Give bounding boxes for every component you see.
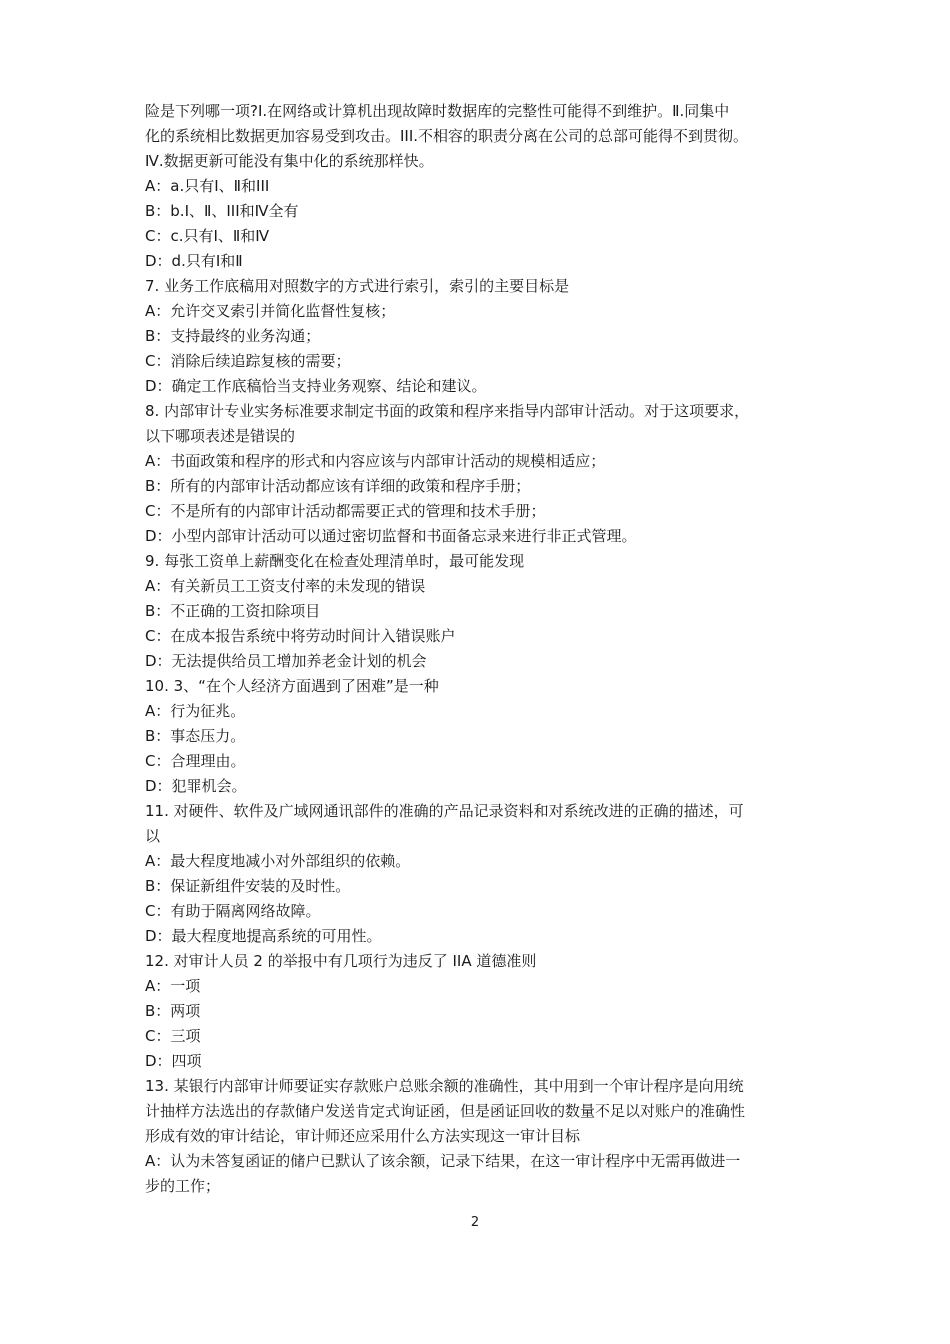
text-line: D：d.只有Ⅰ和Ⅱ [145,252,243,270]
text-line: B：两项 [145,1002,201,1020]
text-line: Ⅳ.数据更新可能没有集中化的系统那样快。 [145,152,434,170]
text-line: D：最大程度地提高系统的可用性。 [145,927,382,945]
text-line: B：不正确的工资扣除项目 [145,602,321,620]
text-line: C：c.只有Ⅰ、Ⅱ和Ⅳ [145,227,270,245]
text-line: D：小型内部审计活动可以通过密切监督和书面备忘录来进行非正式管理。 [145,527,637,545]
text-line: D：无法提供给员工增加养老金计划的机会 [145,652,427,670]
text-line: 以下哪项表述是错误的 [145,427,296,445]
text-line: B：所有的内部审计活动都应该有详细的政策和程序手册； [145,477,531,495]
text-line: B：保证新组件安装的及时性。 [145,877,351,895]
text-line: A：最大程度地减小对外部组织的依赖。 [145,852,411,870]
text-line: C：有助于隔离网络故障。 [145,902,321,920]
text-line: 形成有效的审计结论，审计师还应采用什么方法实现这一审计目标 [145,1127,581,1145]
text-line: A：一项 [145,977,201,995]
text-line: 12. 对审计人员 2 的举报中有几项行为违反了 IIA 道德准则 [145,952,537,970]
text-line: A：允许交叉索引并简化监督性复核； [145,302,396,320]
text-line: 步的工作； [145,1177,221,1195]
text-line: A：a.只有Ⅰ、Ⅱ和III [145,177,270,195]
document-body [145,99,817,1199]
text-line: 以 [145,827,161,845]
text-line: A：认为未答复函证的储户已默认了该余额，记录下结果，在这一审计程序中无需再做进一 [145,1152,741,1170]
text-line: 化的系统相比数据更加容易受到攻击。III.不相容的职责分离在公司的总部可能得不到贯彻。 [145,127,749,145]
text-line: C：合理理由。 [145,752,246,770]
text-line: D：确定工作底稿恰当支持业务观察、结论和建议。 [145,377,487,395]
text-line: 9. 每张工资单上薪酬变化在检查处理清单时，最可能发现 [145,552,525,570]
text-line: D：犯罪机会。 [145,777,247,795]
text-line: B：b.I、Ⅱ、III和Ⅳ全有 [145,202,299,220]
text-line: 8. 内部审计专业实务标准要求制定书面的政策和程序来指导内部审计活动。对于这项要求， [145,402,750,420]
text-line: 10. 3、“在个人经济方面遇到了困难”是一种 [145,677,439,695]
text-line: 7. 业务工作底稿用对照数字的方式进行索引，索引的主要目标是 [145,277,570,295]
text-line: A：行为征兆。 [145,702,246,720]
text-line: C：三项 [145,1027,201,1045]
text-line: C：不是所有的内部审计活动都需要正式的管理和技术手册； [145,502,546,520]
text-line: B：支持最终的业务沟通； [145,327,321,345]
text-line: 计抽样方法选出的存款储户发送肯定式询证函，但是函证回收的数量不足以对账户的准确性 [145,1102,746,1120]
text-line: C：消除后续追踪复核的需要； [145,352,351,370]
text-line: C：在成本报告系统中将劳动时间计入错误账户 [145,627,456,645]
text-line: 险是下列哪一项?I.在网络或计算机出现故障时数据库的完整性可能得不到维护。Ⅱ.同集中 [145,102,730,120]
text-line: A：有关新员工工资支付率的未发现的错误 [145,577,426,595]
page-number: 2 [470,1215,480,1230]
text-line: D：四项 [145,1052,202,1070]
text-line: 13. 某银行内部审计师要证实存款账户总账余额的准确性，其中用到一个审计程序是向用统 [145,1077,744,1095]
text-line: 11. 对硬件、软件及广域网通讯部件的准确的产品记录资料和对系统改进的正确的描述，可 [145,802,744,820]
text-line: A：书面政策和程序的形式和内容应该与内部审计活动的规模相适应； [145,452,606,470]
text-line: B：事态压力。 [145,727,246,745]
